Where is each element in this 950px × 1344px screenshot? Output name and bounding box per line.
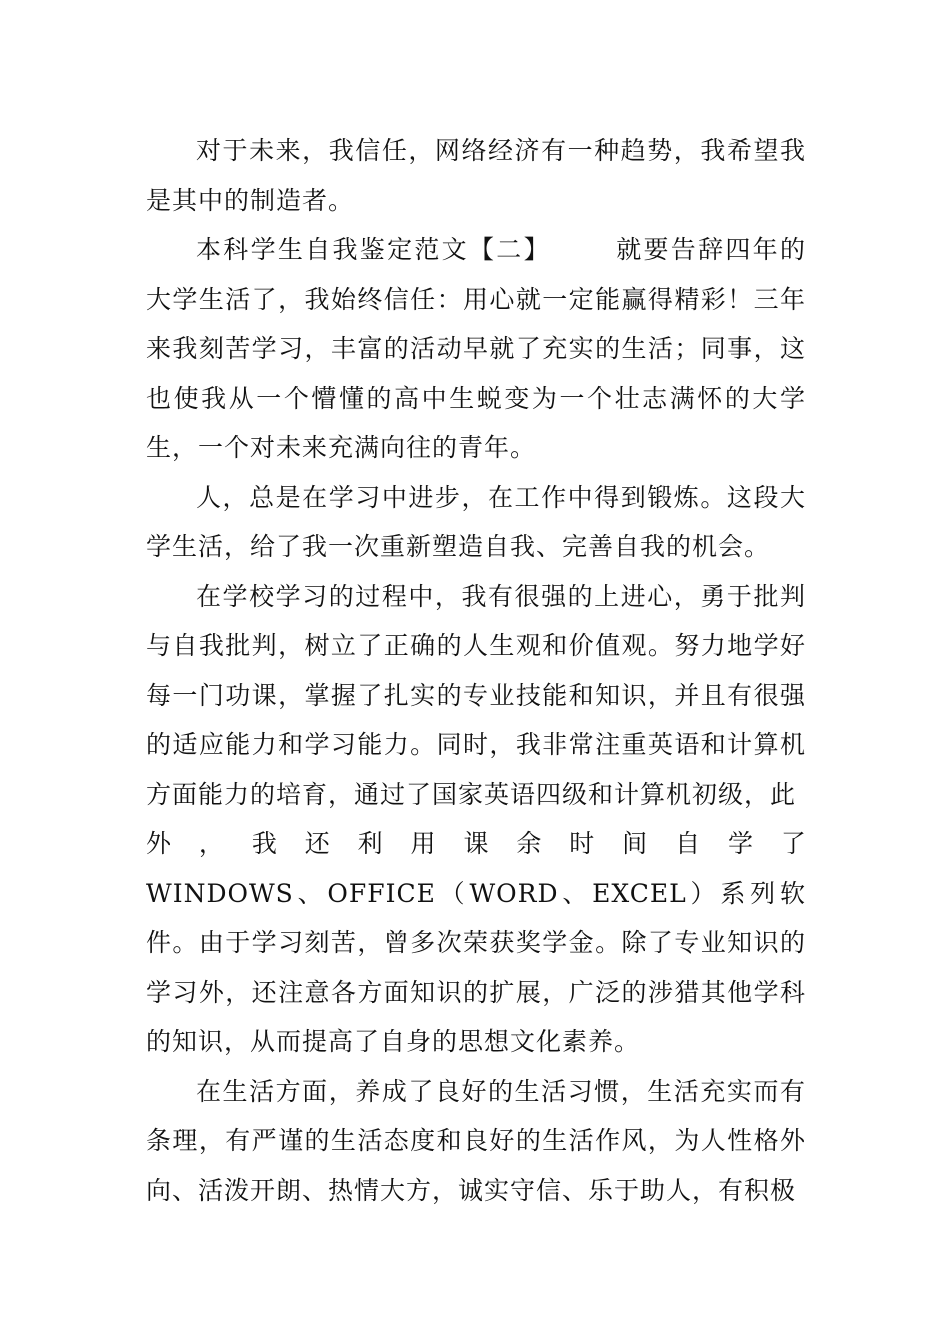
justified-char: 间 bbox=[622, 829, 648, 858]
paragraph-text: 在生活方面，养成了良好的生活习惯，生活充实而有条理，有严谨的生活态度和良好的生活作风，为人性格外向、活泼开朗、热情大方，诚实守信、乐于助人，有积极 bbox=[146, 1076, 806, 1205]
justified-char: 外 bbox=[146, 829, 172, 858]
document-body bbox=[146, 126, 806, 1215]
paragraph-text: 对于未来，我信任，网络经济有一种趋势，我希望我是其中的制造者。 bbox=[146, 136, 806, 215]
justified-char: 还 bbox=[304, 829, 330, 858]
paragraph-study-part-a bbox=[146, 572, 806, 820]
paragraph-example-two bbox=[146, 225, 806, 473]
paragraph-life bbox=[146, 1067, 806, 1216]
justified-line bbox=[146, 819, 806, 869]
justified-char: 利 bbox=[357, 829, 383, 858]
justified-char: 我 bbox=[251, 829, 277, 858]
paragraph-progress bbox=[146, 473, 806, 572]
paragraph-text: 在学校学习的过程中，我有很强的上进心，勇于批判与自我批判，树立了正确的人生观和价值观。努力地学好每一门功课，掌握了扎实的专业技能和知识，并且有很强的适应能力和学习能力。同时，我非常注重英语和计算机方面能力的培育，通过了国家英语四级和计算机初级，此 bbox=[146, 581, 806, 809]
justified-char: 余 bbox=[516, 829, 542, 858]
justified-char: 了 bbox=[780, 829, 806, 858]
section-heading: 本科学生自我鉴定范文【二】 bbox=[196, 235, 551, 264]
paragraph-future bbox=[146, 126, 806, 225]
justified-char: 时 bbox=[569, 829, 595, 858]
justified-char: ， bbox=[198, 829, 224, 858]
justified-char: 用 bbox=[410, 829, 436, 858]
paragraph-text: 就要告辞四年的大学生活了，我始终信任：用心就一定能赢得精彩！三年来我刻苦学习，丰富的活动早就了充实的生活；同事，这也使我从一个懵懂的高中生蜕变为一个壮志满怀的大学生，一个对未来充满向往的青年。 bbox=[146, 235, 806, 462]
justified-char: 自 bbox=[675, 829, 701, 858]
paragraph-text: WINDOWS、OFFICE（WORD、EXCEL）系列软件。由于学习刻苦，曾多次荣获奖学金。除了专业知识的学习外，还注意各方面知识的扩展，广泛的涉猎其他学科的知识，从而提高了自身的思想文化素养。 bbox=[146, 878, 806, 1056]
justified-char: 课 bbox=[463, 829, 489, 858]
paragraph-text: 人，总是在学习中进步，在工作中得到锻炼。这段大学生活，给了我一次重新塑造自我、完善自我的机会。 bbox=[146, 482, 806, 561]
justified-char: 学 bbox=[727, 829, 753, 858]
paragraph-study-part-b bbox=[146, 869, 806, 1067]
paragraph-study bbox=[146, 572, 806, 1067]
